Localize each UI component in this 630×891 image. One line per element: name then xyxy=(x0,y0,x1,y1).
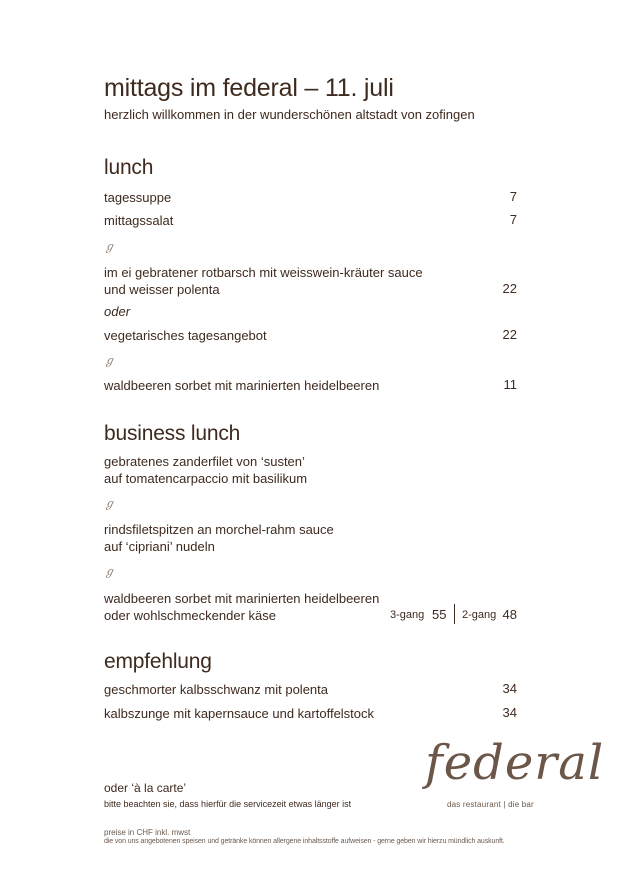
menu-item-price: 34 xyxy=(502,681,517,696)
gang2-price: 48 xyxy=(502,607,517,622)
menu-item-price: 11 xyxy=(503,377,517,392)
menu-item-price: 22 xyxy=(502,327,517,342)
service-time-note: bitte beachten sie, dass hierfür die servicezeit etwas länger ist xyxy=(104,799,352,809)
price-note: preise in CHF inkl. mwst xyxy=(104,828,191,837)
section-heading-lunch: lunch xyxy=(104,156,154,179)
gang2-label: 2-gang xyxy=(462,609,497,621)
menu-item-price: 34 xyxy=(502,705,517,720)
menu-item-line: im ei gebratener rotbarsch mit weisswein-kräuter sauce xyxy=(104,265,423,280)
price-divider xyxy=(454,604,455,624)
gang3-label: 3-gang xyxy=(390,609,425,621)
allergen-note: die von uns angebotenen speisen und getränke können allergene inhaltsstoffe aufweisen - gerne geben wir hierzu mündlich auskunft. xyxy=(104,838,505,845)
course-line: rindsfiletspitzen an morchel-rahm sauce xyxy=(104,522,334,537)
menu-item: geschmorter kalbsschwanz mit polenta xyxy=(104,682,328,697)
page-subtitle: herzlich willkommen in der wunderschönen altstadt von zofingen xyxy=(104,107,475,122)
logo-tagline: das restaurant | die bar xyxy=(447,800,534,809)
course-line: auf ‘cipriani’ nudeln xyxy=(104,539,215,554)
course-separator-icon: ℊ xyxy=(104,240,115,253)
a-la-carte-note: oder ‘à la carte’ xyxy=(104,781,187,795)
menu-item-price: 22 xyxy=(502,281,517,296)
course-separator-icon: ℊ xyxy=(104,354,115,367)
course-separator-icon: ℊ xyxy=(104,565,115,578)
menu-item-line: und weisser polenta xyxy=(104,282,220,297)
menu-item: vegetarisches tagesangebot xyxy=(104,328,267,343)
page-title: mittags im federal – 11. juli xyxy=(104,74,394,102)
course-line: auf tomatencarpaccio mit basilikum xyxy=(104,471,308,486)
menu-item: mittagssalat xyxy=(104,213,174,228)
course-line: waldbeeren sorbet mit marinierten heidelbeeren xyxy=(104,591,380,606)
gang3-price: 55 xyxy=(432,607,447,622)
course-line: oder wohlschmeckender käse xyxy=(104,608,276,623)
menu-item: kalbszunge mit kapernsauce und kartoffelstock xyxy=(104,706,375,721)
oder-label: oder xyxy=(104,304,131,319)
section-heading-empfehlung: empfehlung xyxy=(104,650,212,673)
menu-item: tagessuppe xyxy=(104,190,172,205)
menu-item-price: 7 xyxy=(509,212,517,227)
menu-item: waldbeeren sorbet mit marinierten heidelbeeren xyxy=(104,378,380,393)
course-separator-icon: ℊ xyxy=(104,497,115,510)
federal-logo: federal xyxy=(425,735,605,791)
course-line: gebratenes zanderfilet von ‘susten’ xyxy=(104,454,305,469)
section-heading-business-lunch: business lunch xyxy=(104,422,241,445)
menu-item-price: 7 xyxy=(509,189,517,204)
